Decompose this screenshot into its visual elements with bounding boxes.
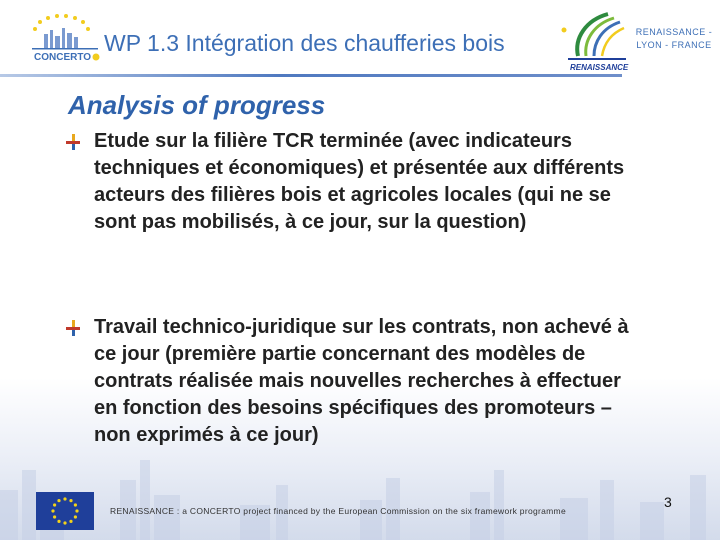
concerto-logo xyxy=(26,12,104,64)
renaissance-wordmark: RENAISSANCE xyxy=(570,63,629,72)
renaissance-logo xyxy=(558,8,630,74)
bullet-icon xyxy=(66,320,82,336)
eu-flag-icon xyxy=(36,492,94,530)
concerto-wordmark: CONCERTO xyxy=(34,52,92,63)
bullet-item xyxy=(66,314,646,449)
bullet-text: Travail technico-juridique sur les contrats, non achevé à ce jour (première partie concernant des modèles de contrats réalisée mais nouvelles recherches à effectuer en fonction des besoins spécifiques des promoteurs – non exprimés à ce jour) xyxy=(94,316,629,446)
section-heading: Analysis of progress xyxy=(68,90,326,120)
partner-location-text: RENAISSANCE - LYON - FRANCE xyxy=(635,27,713,50)
footer-text: RENAISSANCE : a CONCERTO project financed by the European Commission on the six framework programme xyxy=(110,506,566,516)
header-divider xyxy=(0,74,622,77)
bullet-text: Etude sur la filière TCR terminée (avec indicateurs techniques et économiques) et présentée aux différents acteurs des filières bois et agricoles locales (qui ne se sont pas mobilisés, à ce jour, sur la question) xyxy=(94,130,625,233)
bullet-item xyxy=(66,128,646,236)
bullet-icon xyxy=(66,134,82,150)
page-number: 3 xyxy=(664,494,672,510)
slide-header-title: WP 1.3 Intégration des chaufferies bois xyxy=(104,30,505,56)
